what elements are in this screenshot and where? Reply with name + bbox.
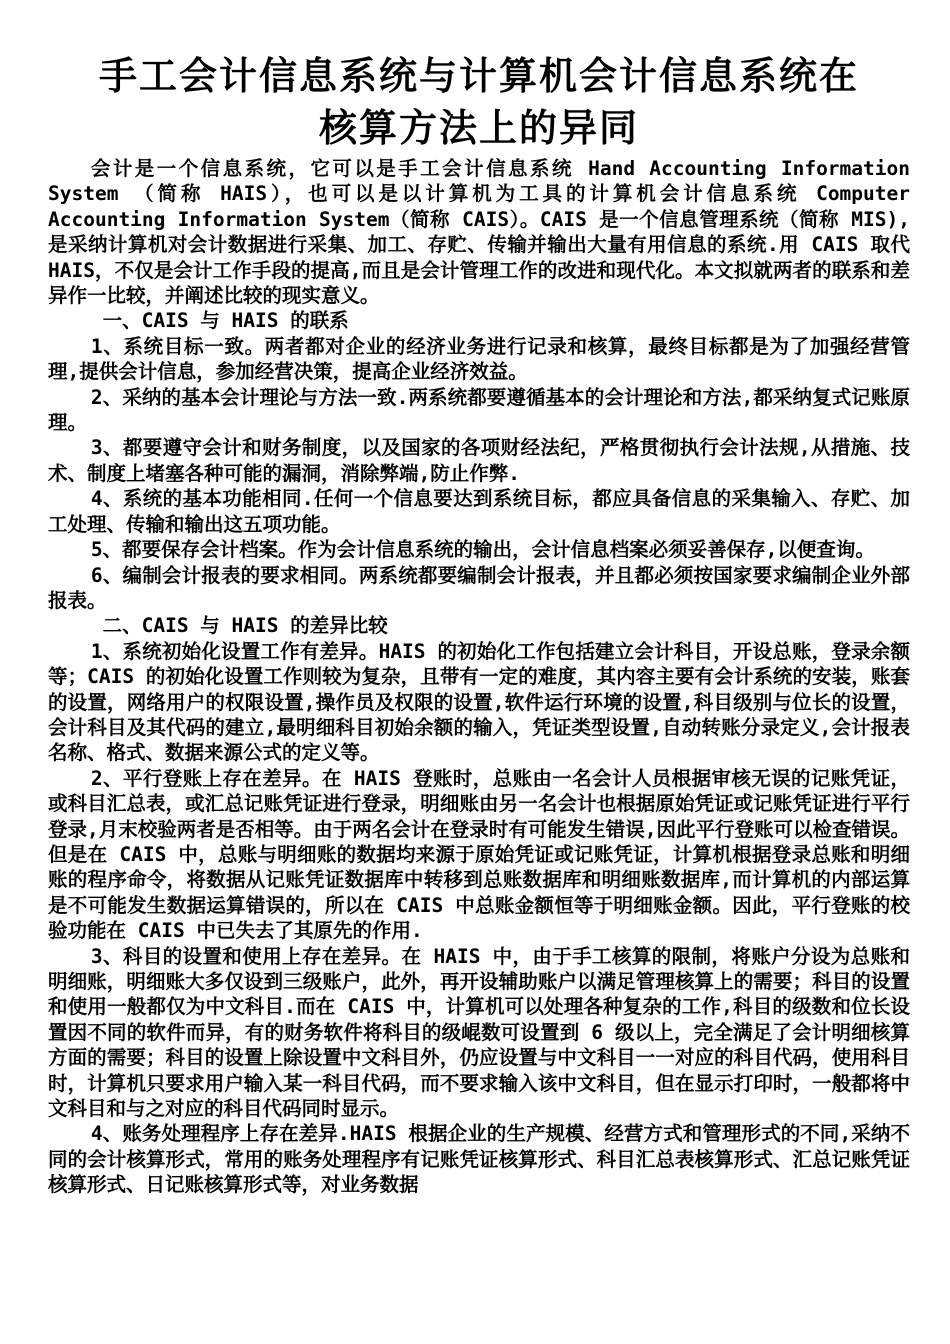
section-1-item-3: 3、都要遵守会计和财务制度，以及国家的各项财经法纪，严格贯彻执行会计法规,从措施、技术、制度上堵塞各种可能的漏洞，消除弊端,防止作弊. <box>48 436 910 485</box>
section-1-item-5: 5、都要保存会计档案。作为会计信息系统的输出，会计信息档案必须妥善保存,以便查询。 <box>90 538 875 562</box>
section-2-item-4: 4、账务处理程序上存在差异.HAIS 根据企业的生产规模、经营方式和管理形式的不同,采纳不同的会计核算形式，常用的账务处理程序有记账凭证核算形式、科目汇总表核算形式、汇总记账凭证核算形式、日记账核算形式等，对业务数据 <box>48 1122 910 1197</box>
section-1-heading: 一、CAIS 与 HAIS 的联系 <box>102 309 349 333</box>
document-page <box>48 50 910 1198</box>
section-1-item-2: 2、采纳的基本会计理论与方法一致.两系统都要遵循基本的会计理论和方法,都采纳复式记账原理。 <box>48 385 910 435</box>
section-1-item-6: 6、编制会计报表的要求相同。两系统都要编制会计报表，并且都必须按国家要求编制企业外部报表。 <box>48 563 910 612</box>
intro-paragraph: 会计是一个信息系统，它可以是手工会计信息系统 Hand Accounting Information System （简称 HAIS），也可以是以计算机为工具的计算机会计信息系统 Computer Accounting Information System（简称 CAIS）。CAIS 是一个信息管理系统（简称 MIS),是采纳计算机对会计数据进行采集、加工、存贮、传输并输出大量有用信息的系统.用 CAIS 取代 HAIS，不仅是会计工作手段的提高,而且是会计管理工作的改进和现代化。本文拟就两者的联系和差异作一比较，并阐述比较的现实意义。 <box>48 157 910 308</box>
section-2-item-2: 2、平行登账上存在差异。在 HAIS 登账时，总账由一名会计人员根据审核无误的记账凭证，或科目汇总表，或汇总记账凭证进行登录，明细账由另一名会计也根据原始凭证或记账凭证进行平行登录,月末校验两者是否相等。由于两名会计在登录时有可能发生错误,因此平行登账可以检查错误。但是在 CAIS 中，总账与明细账的数据均来源于原始凭证或记账凭证，计算机根据登录总账和明细账的程序命令，将数据从记账凭证数据库中转移到总账数据库和明细账数据库,而计算机的内部运算是不可能发生数据运算错误的，所以在 CAIS 中总账金额恒等于明细账金额。因此，平行登账的校验功能在 CAIS 中已失去了其原先的作用. <box>48 766 910 943</box>
section-1-item-1: 1、系统目标一致。两者都对企业的经济业务进行记录和核算，最终目标都是为了加强经营管理,提供会计信息，参加经营决策，提高企业经济效益。 <box>48 334 910 384</box>
section-2-heading: 二、CAIS 与 HAIS 的差异比较 <box>102 614 388 638</box>
title-line-2: 核算方法上的异同 <box>318 105 639 150</box>
title-line-1: 手工会计信息系统与计算机会计信息系统在 <box>98 53 859 98</box>
section-2-item-1: 1、系统初始化设置工作有差异。HAIS 的初始化工作包括建立会计科目，开设总账，登录余额等；CAIS 的初始化设置工作则较为复杂，且带有一定的难度，其内容主要有会计系统的安装，账套的设置，网络用户的权限设置,操作员及权限的设置,软件运行环境的设置,科目级别与位长的设置，会计科目及其代码的建立,最明细科目初始余额的输入，凭证类型设置,自动转账分录定义,会计报表名称、格式、数据来源公式的定义等。 <box>48 639 910 765</box>
section-1-item-4: 4、系统的基本功能相同.任何一个信息要达到系统目标，都应具备信息的采集输入、存贮、加工处理、传输和输出这五项功能。 <box>48 487 910 536</box>
section-2-item-3: 3、科目的设置和使用上存在差异。在 HAIS 中，由于手工核算的限制，将账户分设为总账和明细账，明细账大多仅设到三级账户，此外，再开设辅助账户以满足管理核算上的需要；科目的设置和使用一般都仅为中文科目.而在 CAIS 中，计算机可以处理各种复杂的工作,科目的级数和位长设置因不同的软件而异，有的财务软件将科目的级崐数可设置到 6 级以上，完全满足了会计明细核算方面的需要；科目的设置上除设置中文科目外，仍应设置与中文科目一一对应的科目代码，使用科目时，计算机只要求用户输入某一科目代码，而不要求输入该中文科目，但在显示打印时，一般都将中文科目和与之对应的科目代码同时显示。 <box>48 944 910 1121</box>
document-title <box>48 50 910 154</box>
